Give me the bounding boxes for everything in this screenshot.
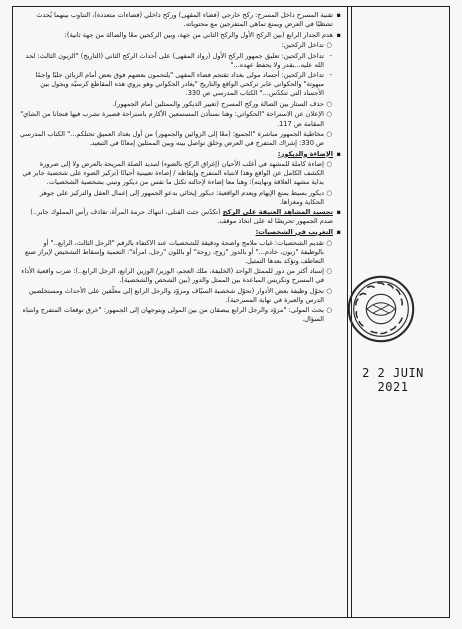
bullet-marker: ▪ — [336, 228, 341, 237]
list-item — [19, 228, 342, 237]
bullet-marker: ▪ — [336, 30, 341, 39]
item-text: بحث المولى: "مزوّد والرجل الرابع يبصقان من بين المولى ويتوجهان إلى الجمهور: "خرق توقعات المتفرج وانتباه السؤال. — [22, 306, 324, 324]
bullet-marker: ○ — [326, 99, 332, 108]
item-text: مخاطبة الجمهور مباشرة "الجميع: (معًا إلى الزوائين والجمهور) من أول بغداد العميق تحتلكم..." الكتاب المدرسي ص 330: إشراك المتفرج في العرض وخلق تواصل بينه وبين الممثلين إمعانًا في التبعيد. — [19, 130, 324, 148]
list-item — [19, 31, 342, 40]
list-item — [19, 71, 342, 98]
bullet-marker: ○ — [326, 110, 332, 119]
bullet-marker: ▪ — [336, 11, 341, 19]
item-text: (تكدّس جثث القتلى، انتهاك حرمة المرأة، تقاذف رأس المملوك جابر..) صدم الجمهور تحريضًا له على اتخاذ موقف. — [30, 208, 333, 226]
item-text: الإعلان عن الاستراحة "الحكواتي: وهنا نستأذن المستمعين الأكارم باستراحة قصيرة تشرب فيها فنجانا من الشاي" المقامة ص 117. — [20, 110, 324, 128]
list-item — [19, 267, 342, 285]
official-seal-icon — [346, 274, 416, 344]
item-text: تحوّل وظيفة بعض الأدوار (تحوّل شخصية السيّاف ومزوّد والرجل الرابع إلى معلّقين على الأحداث ومستخلصين الدرس والعبرة في نهاية المسرحية). — [28, 286, 324, 304]
section-heading: التغريب في الشخصيات: — [255, 228, 333, 237]
item-text: إسناد أكثر من دور للممثل الواحد (الخليفة، ملك العجم، الوزير/ الوزين الرابع، الرجل الرابع..): ضرب واقعية الأداء في المسرح وتكريس المباعدة بين الممثل والدور (بين الشخص والشخصية). — [21, 267, 324, 285]
item-text: تقديم الشخصيات: غياب ملامح واضحة ودقيقة للشخصيات عند الاكتفاء بالرقم "الرجل الثالث، الرابع.." أو بالوظيفة "زبون، خادم..." أو بالدور "زوج، زوجة" أو باللون "رجل، امرأة": التعمية وإسقاط التشخيص لإبراز صنع التعاطف وتؤكد بعدها التمثيل. — [24, 238, 324, 265]
list-item — [19, 110, 342, 128]
bullet-marker: ○ — [326, 160, 332, 169]
bullet-marker: ○ — [326, 286, 332, 295]
item-text: تقنية المسرح داخل المسرح: ركح خارجي (فضاء المقهى) وركح داخلي (فضاءات متعددة)، التناوب بينهما يُحدث تشظيًا في العرض ويمنع تماهي المتفرجين مع محتوياته. — [36, 11, 333, 29]
item-text: هدم الجدار الرابع (بين الركح الأول والركح الثاني من جهة، وبين الركحين معًا والصالة من جهة ثانية): — [64, 30, 333, 39]
list-item — [19, 11, 342, 29]
list-item — [19, 208, 342, 226]
bullet-marker: ○ — [326, 267, 332, 276]
list-item — [19, 287, 342, 305]
list-item — [19, 130, 342, 148]
bullet-marker: - — [329, 71, 332, 80]
list-item — [19, 239, 342, 266]
item-text: ديكور بسيط يمنع الإيهام ويعدم الواقعية: ديكور إيحائي يدعو الجمهور إلى إعمال العقل والتركيز على جوهر الحكاية ومغزاها. — [39, 188, 324, 206]
date-stamp: 2 2 JUIN 2021 — [362, 366, 424, 394]
bullet-marker: - — [329, 51, 332, 60]
bullet-marker: ▪ — [336, 149, 341, 158]
list-item — [19, 52, 342, 70]
content-column — [19, 11, 342, 613]
bullet-marker: ○ — [326, 188, 332, 197]
bullet-marker: ○ — [326, 238, 332, 247]
list-item — [19, 306, 342, 324]
item-text: تداخل الركحين: — [281, 41, 324, 50]
bullet-marker: ▪ — [336, 208, 341, 217]
item-text: حذف الستار بين الصالة وركح المسرح (تغيير الديكور والممثلين أمام الجمهور). — [112, 99, 324, 108]
list-item — [19, 41, 342, 50]
list-item — [19, 150, 342, 159]
list-item — [19, 100, 342, 109]
list-item — [19, 189, 342, 207]
content-list — [19, 11, 342, 325]
item-text: إضاءة كاملة للمشهد في أغلب الأحيان (إغراق الركح بالضوء) لتبديد الصلة المريحة بالعرض ولا إلى ضرورة الكشف الكامل عن الواقع وهذا لانتباه المتفرج وإيقاظه / إضاءة تعيينية أحيانًا (تركيز الضوء على شخصية جابر في بداية مشهد العلاقة ونهايته): وهنا معا إضاءة لإحالته تكثل ما نفس من ديكور وتبني بشخصية الشخصيات. — [22, 160, 324, 187]
bullet-marker: ○ — [326, 306, 332, 315]
list-item — [19, 160, 342, 187]
item-text: تداخل الركحين: أجساد مولى بغداد تقتحم فضاء المقهى "يلتحمون بعضهم فوق بعض أمام الزبائن جلبًا واجمًا مبهوتة" والحكواتي عابر تركحي الواقع والتاريخ "يغادر الحكواتي وهو يروي هذه المقاطع كرسيّه ويجول بين الأجساد التي تتكدّس..." الكتاب المدرسي ص 330. — [35, 71, 324, 98]
bullet-marker: ○ — [326, 41, 332, 50]
item-text: تداخل الركحين: تعليق جمهور الركح الأول (رواد المقهى) على أحداث الركح الثاني (التاريخ) "الزبون الثالث: لحد الله عليه...يقدر ولا يحفظ عهده..." — [25, 51, 324, 69]
section-heading: الإضاءة والديكور: — [277, 149, 333, 158]
item-heading: تجسيد المشاهد العنيفة على الركح — [222, 208, 333, 217]
bullet-marker: ○ — [326, 130, 332, 139]
